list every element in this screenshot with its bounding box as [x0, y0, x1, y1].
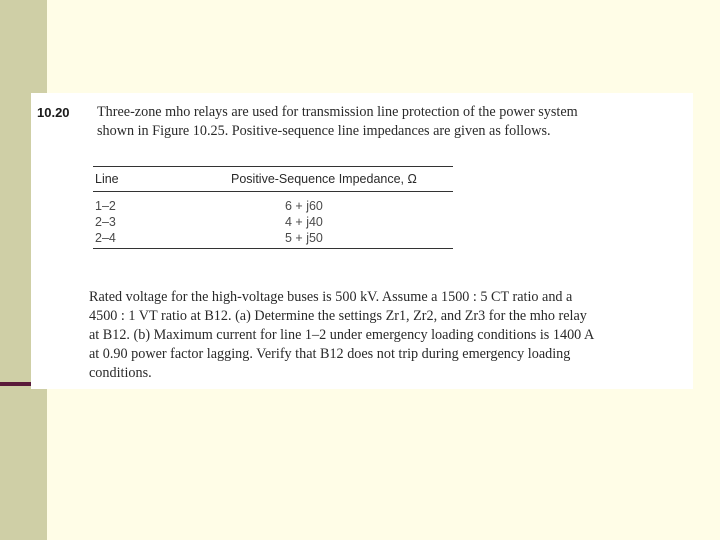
header-impedance: Positive-Sequence Impedance, Ω — [231, 172, 417, 186]
table-bottom-rule — [93, 248, 453, 249]
table-header-row — [93, 167, 453, 191]
cell-line: 1–2 — [95, 199, 116, 213]
intro-line-2: shown in Figure 10.25. Positive-sequence line impedances are given as follows. — [97, 123, 551, 139]
cell-impedance: 6 + j60 — [285, 199, 323, 213]
table-row — [93, 230, 453, 246]
intro-line-1: Three-zone mho relays are used for transmission line protection of the power system — [97, 104, 578, 120]
body-line-2: 4500 : 1 VT ratio at B12. (a) Determine the settings Zr1, Zr2, and Zr3 for the mho relay — [89, 308, 587, 324]
body-line-5: conditions. — [89, 365, 152, 381]
cell-impedance: 4 + j40 — [285, 215, 323, 229]
table-row — [93, 214, 453, 230]
problem-intro — [97, 103, 687, 141]
body-line-1: Rated voltage for the high-voltage buses is 500 kV. Assume a 1500 : 5 CT ratio and a — [89, 289, 573, 305]
cell-line: 2–4 — [95, 231, 116, 245]
problem-card — [31, 93, 693, 389]
impedance-table — [93, 166, 453, 249]
problem-body — [89, 288, 685, 383]
header-line: Line — [95, 172, 119, 186]
problem-number: 10.20 — [37, 105, 70, 120]
body-line-3: at B12. (b) Maximum current for line 1–2 under emergency loading conditions is 1400 A — [89, 327, 595, 343]
cell-line: 2–3 — [95, 215, 116, 229]
cell-impedance: 5 + j50 — [285, 231, 323, 245]
table-row — [93, 198, 453, 214]
body-line-4: at 0.90 power factor lagging. Verify that B12 does not trip during emergency loading — [89, 346, 571, 362]
table-body — [93, 192, 453, 248]
